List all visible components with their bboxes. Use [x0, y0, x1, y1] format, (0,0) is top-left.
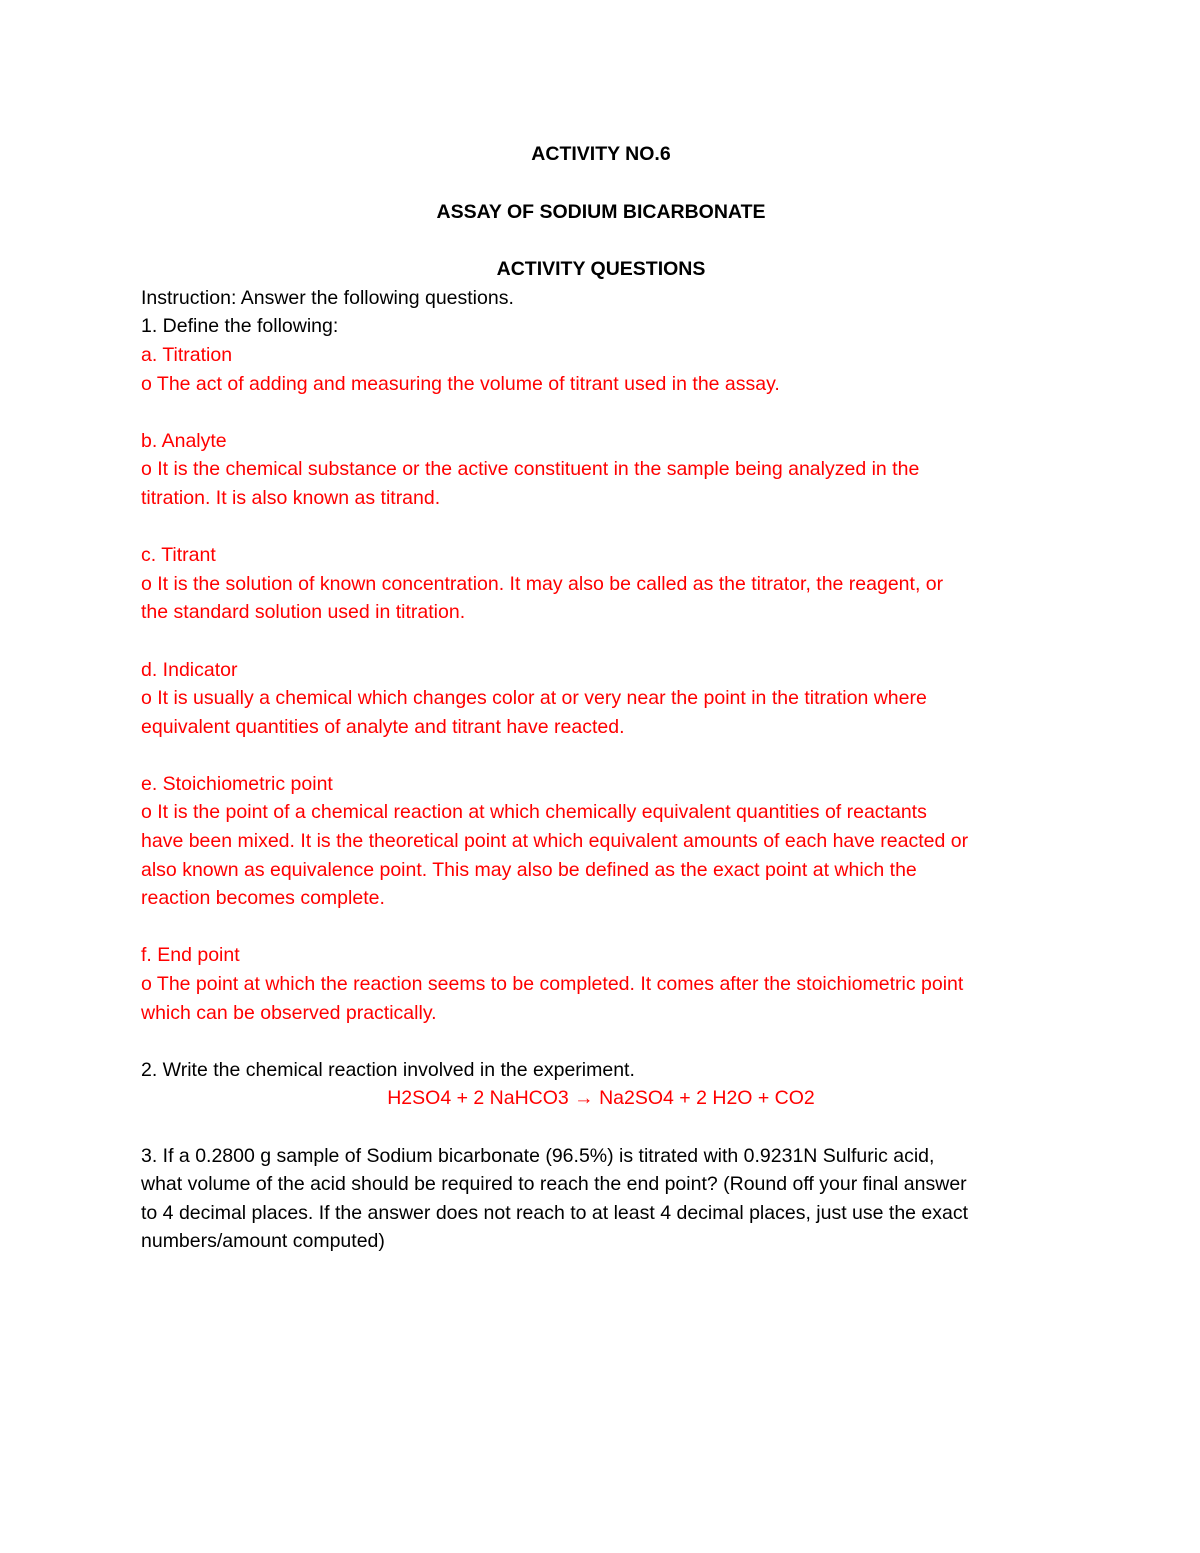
answer-line: titration. It is also known as titrand.: [141, 486, 441, 509]
spacer: [141, 741, 1061, 770]
answer-line: which can be observed practically.: [141, 1001, 437, 1024]
question-1-prompt: 1. Define the following:: [141, 315, 339, 338]
spacer: [141, 1027, 1061, 1056]
question-2-prompt: 2. Write the chemical reaction involved in the experiment.: [141, 1058, 635, 1081]
question-3-line: numbers/amount computed): [141, 1230, 385, 1253]
question-3-line: to 4 decimal places. If the answer does not reach to at least 4 decimal places, just use the exact: [141, 1201, 969, 1224]
answer-line: o It is the chemical substance or the active constituent in the sample being analyzed in the: [141, 458, 920, 481]
chemical-reaction: H2SO4 + 2 NaHCO3 → Na2SO4 + 2 H2O + CO2: [387, 1087, 815, 1110]
answer-line: o The act of adding and measuring the volume of titrant used in the assay.: [141, 372, 780, 395]
answer-line: equivalent quantities of analyte and titrant have reacted.: [141, 715, 625, 738]
answer-line: also known as equivalence point. This may also be defined as the exact point at which the: [141, 858, 917, 881]
question-3-line: what volume of the acid should be required to reach the end point? (Round off your final answer: [141, 1173, 967, 1196]
answer-line: o It is the solution of known concentration. It may also be called as the titrator, the reagent, or: [141, 572, 944, 595]
spacer: [141, 627, 1061, 656]
answer-line: have been mixed. It is the theoretical point at which equivalent amounts of each have reacted or: [141, 830, 969, 853]
spacer: [141, 1113, 1061, 1142]
term-end-point: f. End point: [141, 944, 240, 967]
term-stoichiometric-point: e. Stoichiometric point: [141, 772, 333, 795]
answer-line: o The point at which the reaction seems to be completed. It comes after the stoichiometric point: [141, 973, 964, 996]
answer-line: o It is usually a chemical which changes color at or very near the point in the titration where: [141, 687, 927, 710]
spacer: [141, 398, 1061, 427]
document-subtitle: ASSAY OF SODIUM BICARBONATE: [436, 200, 766, 223]
term-indicator: d. Indicator: [141, 658, 238, 681]
term-titration: a. Titration: [141, 343, 233, 366]
instruction-text: Instruction: Answer the following questions.: [141, 286, 514, 309]
spacer: [141, 913, 1061, 942]
question-3-line: 3. If a 0.2800 g sample of Sodium bicarbonate (96.5%) is titrated with 0.9231N Sulfuric acid,: [141, 1144, 935, 1167]
answer-line: the standard solution used in titration.: [141, 601, 466, 624]
spacer: [141, 513, 1061, 542]
answer-line: o It is the point of a chemical reaction at which chemically equivalent quantities of reactants: [141, 801, 927, 824]
term-analyte: b. Analyte: [141, 429, 227, 452]
activity-title: ACTIVITY NO.6: [531, 143, 671, 165]
document-page: [141, 137, 1061, 1256]
answer-line: reaction becomes complete.: [141, 887, 385, 910]
section-heading: ACTIVITY QUESTIONS: [496, 258, 706, 281]
term-titrant: c. Titrant: [141, 544, 216, 567]
